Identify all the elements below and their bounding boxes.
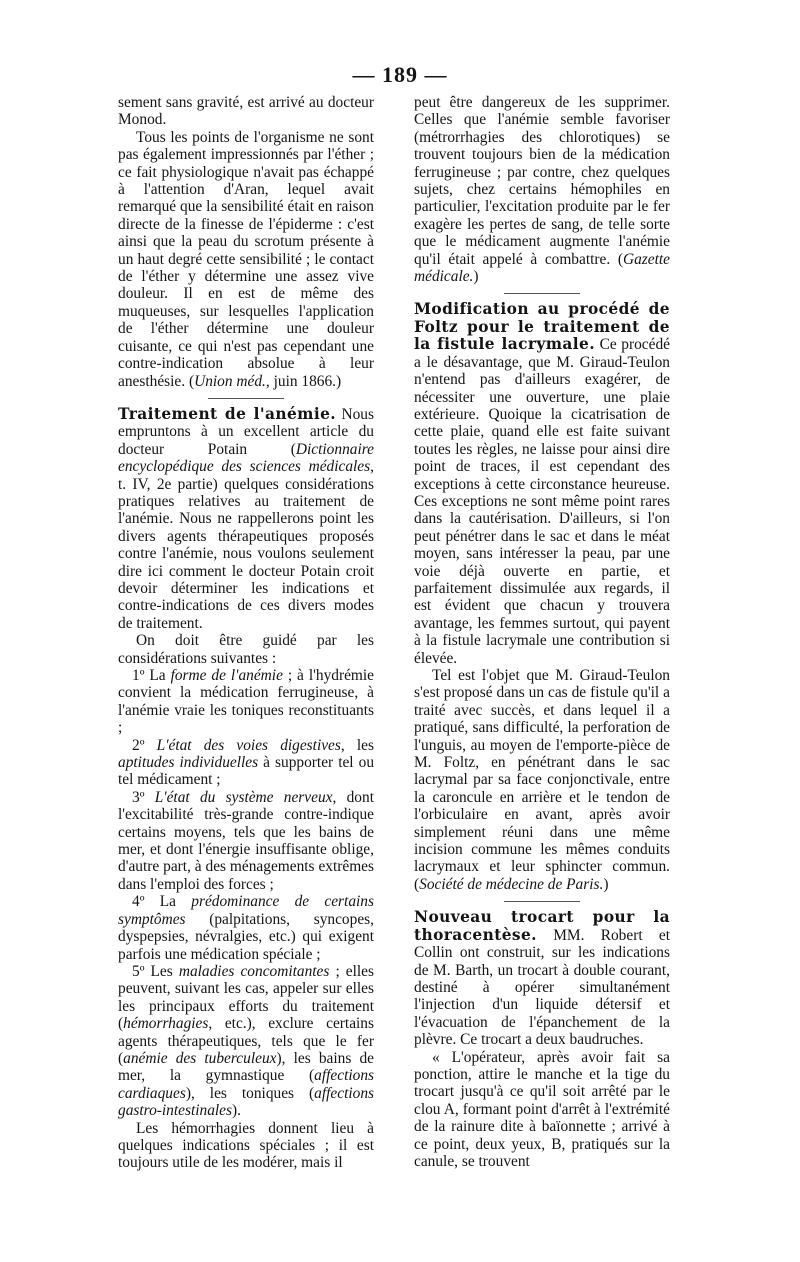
- item-term: maladies concomitantes: [178, 962, 330, 980]
- item-number: 2º: [132, 736, 157, 754]
- paragraph-ether-sensitivity: [118, 129, 374, 390]
- right-column: [414, 94, 670, 1170]
- source-citation: Gazette médicale.: [414, 250, 670, 286]
- item-term: L'état du système nerveux: [154, 788, 333, 806]
- item-text: , dont l'excitabilité très-grande contre-indique certains moyens, tels que les bains de mer, et dont l'énergie insuffisante oblige, d'autre part, à des ménagements extrêmes dans l'emploi des forces ;: [118, 788, 374, 893]
- item-term: affections gastro-intestinales: [118, 1084, 374, 1120]
- paragraph-continuation: [414, 94, 670, 285]
- item-term: hémorrhagies: [123, 1015, 209, 1033]
- section-divider: [504, 901, 580, 902]
- source-citation: Société de médecine de Paris.: [419, 875, 604, 893]
- paragraph-giraud-teulon: [414, 667, 670, 893]
- paragraph-guide: On doit être guidé par les considérations suivantes :: [118, 632, 374, 667]
- section-heading-trocart: Nouveau trocart pour la thoracentèse.: [414, 908, 670, 944]
- item-text: (palpitations, syncopes, dyspepsies, névralgies, etc.) qui exigent parfois une médication spéciale ;: [118, 910, 374, 963]
- paragraph-text: Tous les points de l'organisme ne sont pas également impressionnés par l'éther ; ce fait physiologique n'avait pas échappé à l'attention d'Aran, lequel avait remarqué que la sensibilité était en raison directe de la finesse de l'épiderme : c'est ainsi que la peau du scrotum présente à un haut degré cette sensibilité ; le contact de l'éther y détermine une assez vive douleur. Il en est de même des muqueuses, sur lesquelles l'application de l'éther détermine une douleur cuisante, ce qui n'est pas cependant une contre-indication absolue à leur anesthésie. (: [118, 128, 374, 390]
- paragraph-text: MM. Robert et Collin ont construit, sur les indications de M. Barth, un trocart à double courant, destiné à opérer simultanément l'injection d'un liquide détersif et l'évacuation de l'épanchement de la plèvre. Ce trocart a deux baudruches.: [414, 926, 670, 1049]
- item-term: L'état des voies digestives: [156, 736, 341, 754]
- dictionary-title: Dictionnaire encyclopédique des sciences médicales: [118, 440, 374, 476]
- list-item-2: [118, 737, 374, 789]
- item-text: ; à l'hydrémie convient la médication ferrugineuse, à l'anémie vraie les toniques reconstituants ;: [118, 667, 374, 737]
- paragraph-text: Tel est l'objet que M. Giraud-Teulon s'est proposé dans un cas de fistule qu'il a traité avec succès, et dans lequel il a pratiqué, sans difficulté, la perforation de l'unguis, au moyen de l'emporte-pièce de M. Foltz, en pénétrant dans le sac lacrymal par sa face conjonctivale, entre la caroncule en arrière et le tendon de l'orbiculaire en avant, après avoir simplement réuni dans une même incision commune les mêmes conduits lacrymaux et leur sphincter commun. (: [414, 667, 670, 893]
- paragraph-text: peut être dangereux de les supprimer. Celles que l'anémie semble favoriser (métrorrhagies des chlorotiques) se trouvent toujours bien de la médication ferrugineuse ; par contre, chez quelques sujets, chez certains hémophiles en particulier, l'excitation produite par le fer exagère les pertes de sang, de telle sorte que le médicament augmente l'anémie qu'il était appelé à combattre. (: [414, 94, 670, 268]
- paragraph-hemorrhagies: Les hémorrhagies donnent lieu à quelques indications spéciales ; il est toujours utile de les modérer, mais il: [118, 1119, 374, 1172]
- item-term: prédominance de certains symptômes: [118, 893, 374, 928]
- item-text: ).: [232, 1102, 241, 1120]
- citation-end: ): [603, 875, 609, 893]
- citation-date: , juin 1866.): [265, 372, 342, 390]
- item-number: 3º: [132, 788, 155, 806]
- item-term: anémie des tuberculeux: [123, 1049, 277, 1067]
- source-citation: Union méd.: [194, 372, 266, 390]
- paragraph-text: Ce procédé a le désavantage, que M. Giraud-Teulon n'entend pas d'ailleurs exagérer, de nécessiter une ouverture, une plaie extérieure. Quoique la cicatrisation de cette plaie, quand elle est faite suivant toutes les règles, ne laisse pour ainsi dire point de traces, il est cependant des exceptions à cette circonstance heureuse. Ces exceptions ne sont même point rares dans la cautérisation. D'ailleurs, si l'on peut pénétrer dans le sac et dans le méat moyen, sans intéresser la peau, par une voie déjà ouverte en partie, et parfaitement dissimulée aux regards, il est évident que chacun y trouvera avantage, les femmes surtout, qui payent à la fistule lacrymale une contribution si élevée.: [414, 336, 670, 667]
- section-intro-anemia: [118, 406, 374, 632]
- list-item-3: [118, 789, 374, 893]
- section-divider: [504, 293, 580, 294]
- item-number: 1º La: [132, 667, 171, 684]
- list-item-4: [118, 893, 374, 963]
- citation-end: ): [473, 268, 479, 286]
- section-intro-trocart: [414, 909, 670, 1048]
- section-divider: [208, 398, 284, 399]
- item-text: ), les bains de mer, la gymnastique (: [118, 1049, 374, 1085]
- paragraph-continuation: sement sans gravité, est arrivé au docteur Monod.: [118, 94, 374, 129]
- section-intro-fistula: [414, 301, 670, 667]
- item-term: forme de l'anémie: [170, 667, 283, 684]
- item-number: 4º La: [132, 893, 192, 911]
- item-text: , etc.), exclure certains agents thérapeutiques, tels que le fer (: [118, 1015, 374, 1067]
- item-text: à supporter tel ou tel médicament ;: [118, 754, 375, 789]
- item-term: affections cardiaques: [118, 1067, 374, 1102]
- intro-text: Nous empruntons à un excellent article du docteur Potain (: [118, 405, 374, 458]
- item-text: ), les toniques (: [185, 1084, 315, 1102]
- left-column: [118, 94, 375, 1172]
- item-text: , les: [340, 736, 374, 754]
- intro-text-end: , t. IV, 2e partie) quelques considérations pratiques relatives au traitement de l'anémie. Nous ne rappellerons point les divers agents thérapeutiques proposés contre l'anémie, nous voulons seulement dire ici comment le docteur Potain croit devoir déterminer les indications et contre-indications de ces divers modes de traitement.: [118, 458, 374, 632]
- item-term: aptitudes individuelles: [118, 754, 259, 772]
- list-item-1: [118, 667, 374, 737]
- paragraph-operateur: « L'opérateur, après avoir fait sa ponction, attire le manche et la tige du trocart jusqu'à ce qu'il soit arrêté par le clou A, formant point d'arrêt à l'extrémité de la rainure dite à baïonnette ; arrivé à ce point, deux yeux, B, pratiqués sur la canule, se trouvent: [414, 1048, 670, 1170]
- page-number: — 189 —: [352, 62, 448, 87]
- section-heading-anemia: Traitement de l'anémie.: [118, 404, 337, 423]
- list-item-5: [118, 963, 374, 1120]
- item-number: 5º Les: [132, 962, 179, 980]
- section-heading-fistula: Modification au procédé de Foltz pour le traitement de la fistule lacrymale.: [414, 300, 670, 354]
- item-text: ; elles peuvent, suivant les cas, appeler sur elles les principaux efforts du traitement (: [118, 962, 374, 1033]
